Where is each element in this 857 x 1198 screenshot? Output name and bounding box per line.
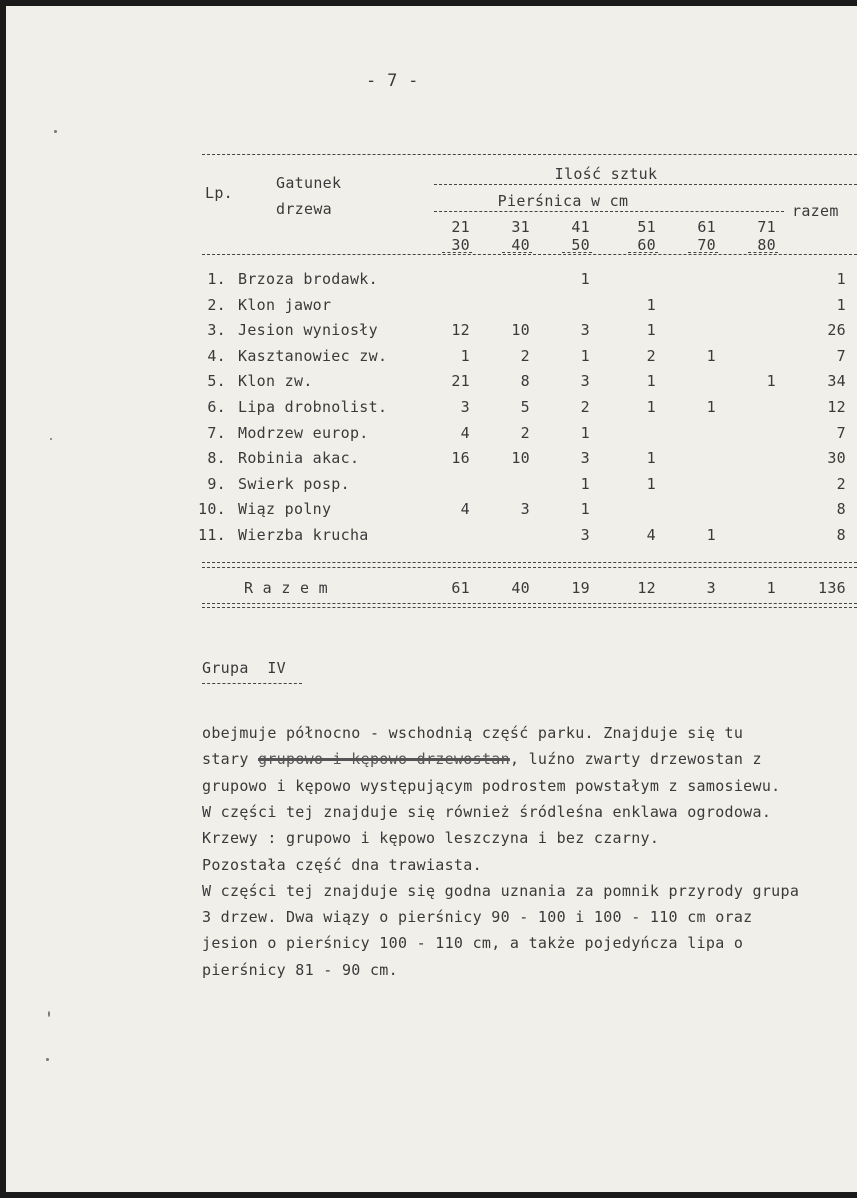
header-bottom-rule xyxy=(202,254,857,255)
row-total: 2 xyxy=(836,474,846,493)
cell-value: 2 xyxy=(646,346,656,365)
section-heading: Grupa IV xyxy=(202,659,286,677)
row-total: 7 xyxy=(836,423,846,442)
paragraph-line: jesion o pierśnicy 100 - 110 cm, a także pojedyńcza lipa o xyxy=(202,934,744,953)
table-bottom-rule xyxy=(202,603,857,608)
species-name: Brzoza brodawk. xyxy=(238,270,378,288)
header-total: razem xyxy=(792,202,839,220)
cell-value: 1 xyxy=(766,372,776,391)
cell-value: 1 xyxy=(580,500,590,519)
cell-value: 4 xyxy=(646,526,656,544)
range-from: 41 xyxy=(571,218,590,236)
cell-value: 4 xyxy=(460,500,470,519)
cell-value: 1 xyxy=(646,295,656,314)
species-name: Klon jawor xyxy=(238,295,332,314)
sum-value: 19 xyxy=(571,579,590,597)
sum-label: R a z e m xyxy=(244,579,328,597)
sum-value: 1 xyxy=(766,579,776,597)
range-underline xyxy=(502,252,532,253)
row-total: 34 xyxy=(827,372,846,391)
row-number: 4. xyxy=(207,346,226,365)
row-number: 2. xyxy=(207,295,226,314)
cell-value: 3 xyxy=(520,500,530,519)
sum-value: 40 xyxy=(511,579,530,597)
cell-value: 2 xyxy=(520,423,530,442)
page-number: - 7 - xyxy=(366,71,419,91)
sum-value: 3 xyxy=(706,579,716,597)
cell-value: 21 xyxy=(451,372,470,391)
table-top-rule xyxy=(202,154,857,155)
cell-value: 1 xyxy=(460,346,470,365)
row-number: 8. xyxy=(207,449,226,468)
paragraph-line: W części tej znajduje się również śródleśna enklawa ogrodowa. xyxy=(202,802,772,821)
range-to: 70 xyxy=(697,236,716,254)
row-total: 1 xyxy=(836,270,846,288)
row-number: 1. xyxy=(207,270,226,288)
paragraph-line: Krzewy : grupowo i kępowo leszczyna i bez czarny. xyxy=(202,829,660,848)
range-to: 60 xyxy=(637,236,656,254)
paragraph-line: 3 drzew. Dwa wiązy o pierśnicy 90 - 100 i 100 - 110 cm oraz xyxy=(202,908,753,927)
header-lp: Lp. xyxy=(205,184,233,202)
struck-text: grupowo i kępowo drzewostan xyxy=(258,750,510,769)
species-name: Klon zw. xyxy=(238,372,313,391)
paragraph-line: grupowo i kępowo występującym podrostem powstałym z samosiewu. xyxy=(202,776,781,795)
range-from: 51 xyxy=(637,218,656,236)
paper-speck xyxy=(54,130,57,133)
cell-value: 10 xyxy=(511,449,530,468)
range-to: 40 xyxy=(511,236,530,254)
range-underline xyxy=(628,252,658,253)
header-quantity: Ilość sztuk xyxy=(554,165,658,183)
cell-value: 3 xyxy=(580,526,590,544)
row-total: 12 xyxy=(827,398,846,416)
range-from: 71 xyxy=(757,218,776,236)
range-underline xyxy=(562,252,592,253)
cell-value: 1 xyxy=(580,270,590,288)
cell-value: 3 xyxy=(460,398,470,416)
species-name: Wiąz polny xyxy=(238,500,332,519)
species-name: Modrzew europ. xyxy=(238,423,369,442)
row-total: 7 xyxy=(836,346,846,365)
paper-speck xyxy=(46,1058,49,1061)
cell-value: 1 xyxy=(646,449,656,468)
cell-value: 1 xyxy=(706,526,716,544)
paragraph-line: obejmuje północno - wschodnią część parku. Znajduje się tu xyxy=(202,724,744,742)
cell-value: 5 xyxy=(520,398,530,416)
cell-value: 1 xyxy=(580,423,590,442)
species-name: Robinia akac. xyxy=(238,449,360,468)
text-before: stary xyxy=(202,750,258,769)
cell-value: 1 xyxy=(706,398,716,416)
row-total: 8 xyxy=(836,526,846,544)
header-quantity-rule xyxy=(434,184,857,185)
species-name: Kasztanowiec zw. xyxy=(238,346,388,365)
cell-value: 3 xyxy=(580,449,590,468)
row-number: 3. xyxy=(207,321,226,340)
sum-value: 12 xyxy=(637,579,656,597)
sum-value: 61 xyxy=(451,579,470,597)
cell-value: 1 xyxy=(646,474,656,493)
row-number: 6. xyxy=(207,398,226,416)
cell-value: 1 xyxy=(580,346,590,365)
body-bottom-rule-2 xyxy=(202,567,857,568)
cell-value: 12 xyxy=(451,321,470,340)
species-name: Wierzba krucha xyxy=(238,526,369,544)
cell-value: 1 xyxy=(646,398,656,416)
row-number: 5. xyxy=(207,372,226,391)
row-number: 11. xyxy=(198,526,226,544)
section-heading-underline xyxy=(202,683,302,684)
cell-value: 10 xyxy=(511,321,530,340)
cell-value: 1 xyxy=(646,372,656,391)
range-underline xyxy=(748,252,778,253)
cell-value: 4 xyxy=(460,423,470,442)
row-total: 26 xyxy=(827,321,846,340)
body-bottom-rule xyxy=(202,562,857,563)
paper-speck xyxy=(50,438,52,440)
cell-value: 2 xyxy=(580,398,590,416)
text-after: , luźno zwarty drzewostan z xyxy=(509,750,762,769)
cell-value: 1 xyxy=(706,346,716,365)
cell-value: 1 xyxy=(580,474,590,493)
paragraph-line: Pozostała część dna trawiasta. xyxy=(202,855,482,874)
cell-value: 2 xyxy=(520,346,530,365)
cell-value: 16 xyxy=(451,449,470,468)
range-from: 21 xyxy=(451,218,470,236)
document-page xyxy=(6,6,857,1192)
row-total: 8 xyxy=(836,500,846,519)
row-total: 1 xyxy=(836,295,846,314)
range-from: 31 xyxy=(511,218,530,236)
range-underline xyxy=(688,252,718,253)
species-name: Jesion wyniosły xyxy=(238,321,378,340)
cell-value: 1 xyxy=(646,321,656,340)
cell-value: 3 xyxy=(580,321,590,340)
header-diameter: Pierśnica w cm xyxy=(497,192,629,210)
row-total: 30 xyxy=(827,449,846,468)
range-to: 50 xyxy=(571,236,590,254)
range-to: 30 xyxy=(451,236,470,254)
paragraph-line: W części tej znajduje się godna uznania za pomnik przyrody grupa xyxy=(202,881,800,900)
range-to: 80 xyxy=(757,236,776,254)
header-species-line2: drzewa xyxy=(276,200,332,218)
cell-value: 8 xyxy=(520,372,530,391)
header-diameter-rule xyxy=(434,211,784,212)
range-underline xyxy=(442,252,472,253)
row-number: 10. xyxy=(198,500,226,519)
row-number: 7. xyxy=(207,423,226,442)
paragraph-line: pierśnicy 81 - 90 cm. xyxy=(202,960,398,979)
row-number: 9. xyxy=(207,474,226,493)
paragraph-line xyxy=(202,750,762,768)
cell-value: 3 xyxy=(580,372,590,391)
sum-total: 136 xyxy=(818,579,846,597)
species-name: Swierk posp. xyxy=(238,474,350,493)
paper-speck xyxy=(48,1011,50,1017)
range-from: 61 xyxy=(697,218,716,236)
species-name: Lipa drobnolist. xyxy=(238,398,388,416)
header-species-line1: Gatunek xyxy=(276,174,342,192)
